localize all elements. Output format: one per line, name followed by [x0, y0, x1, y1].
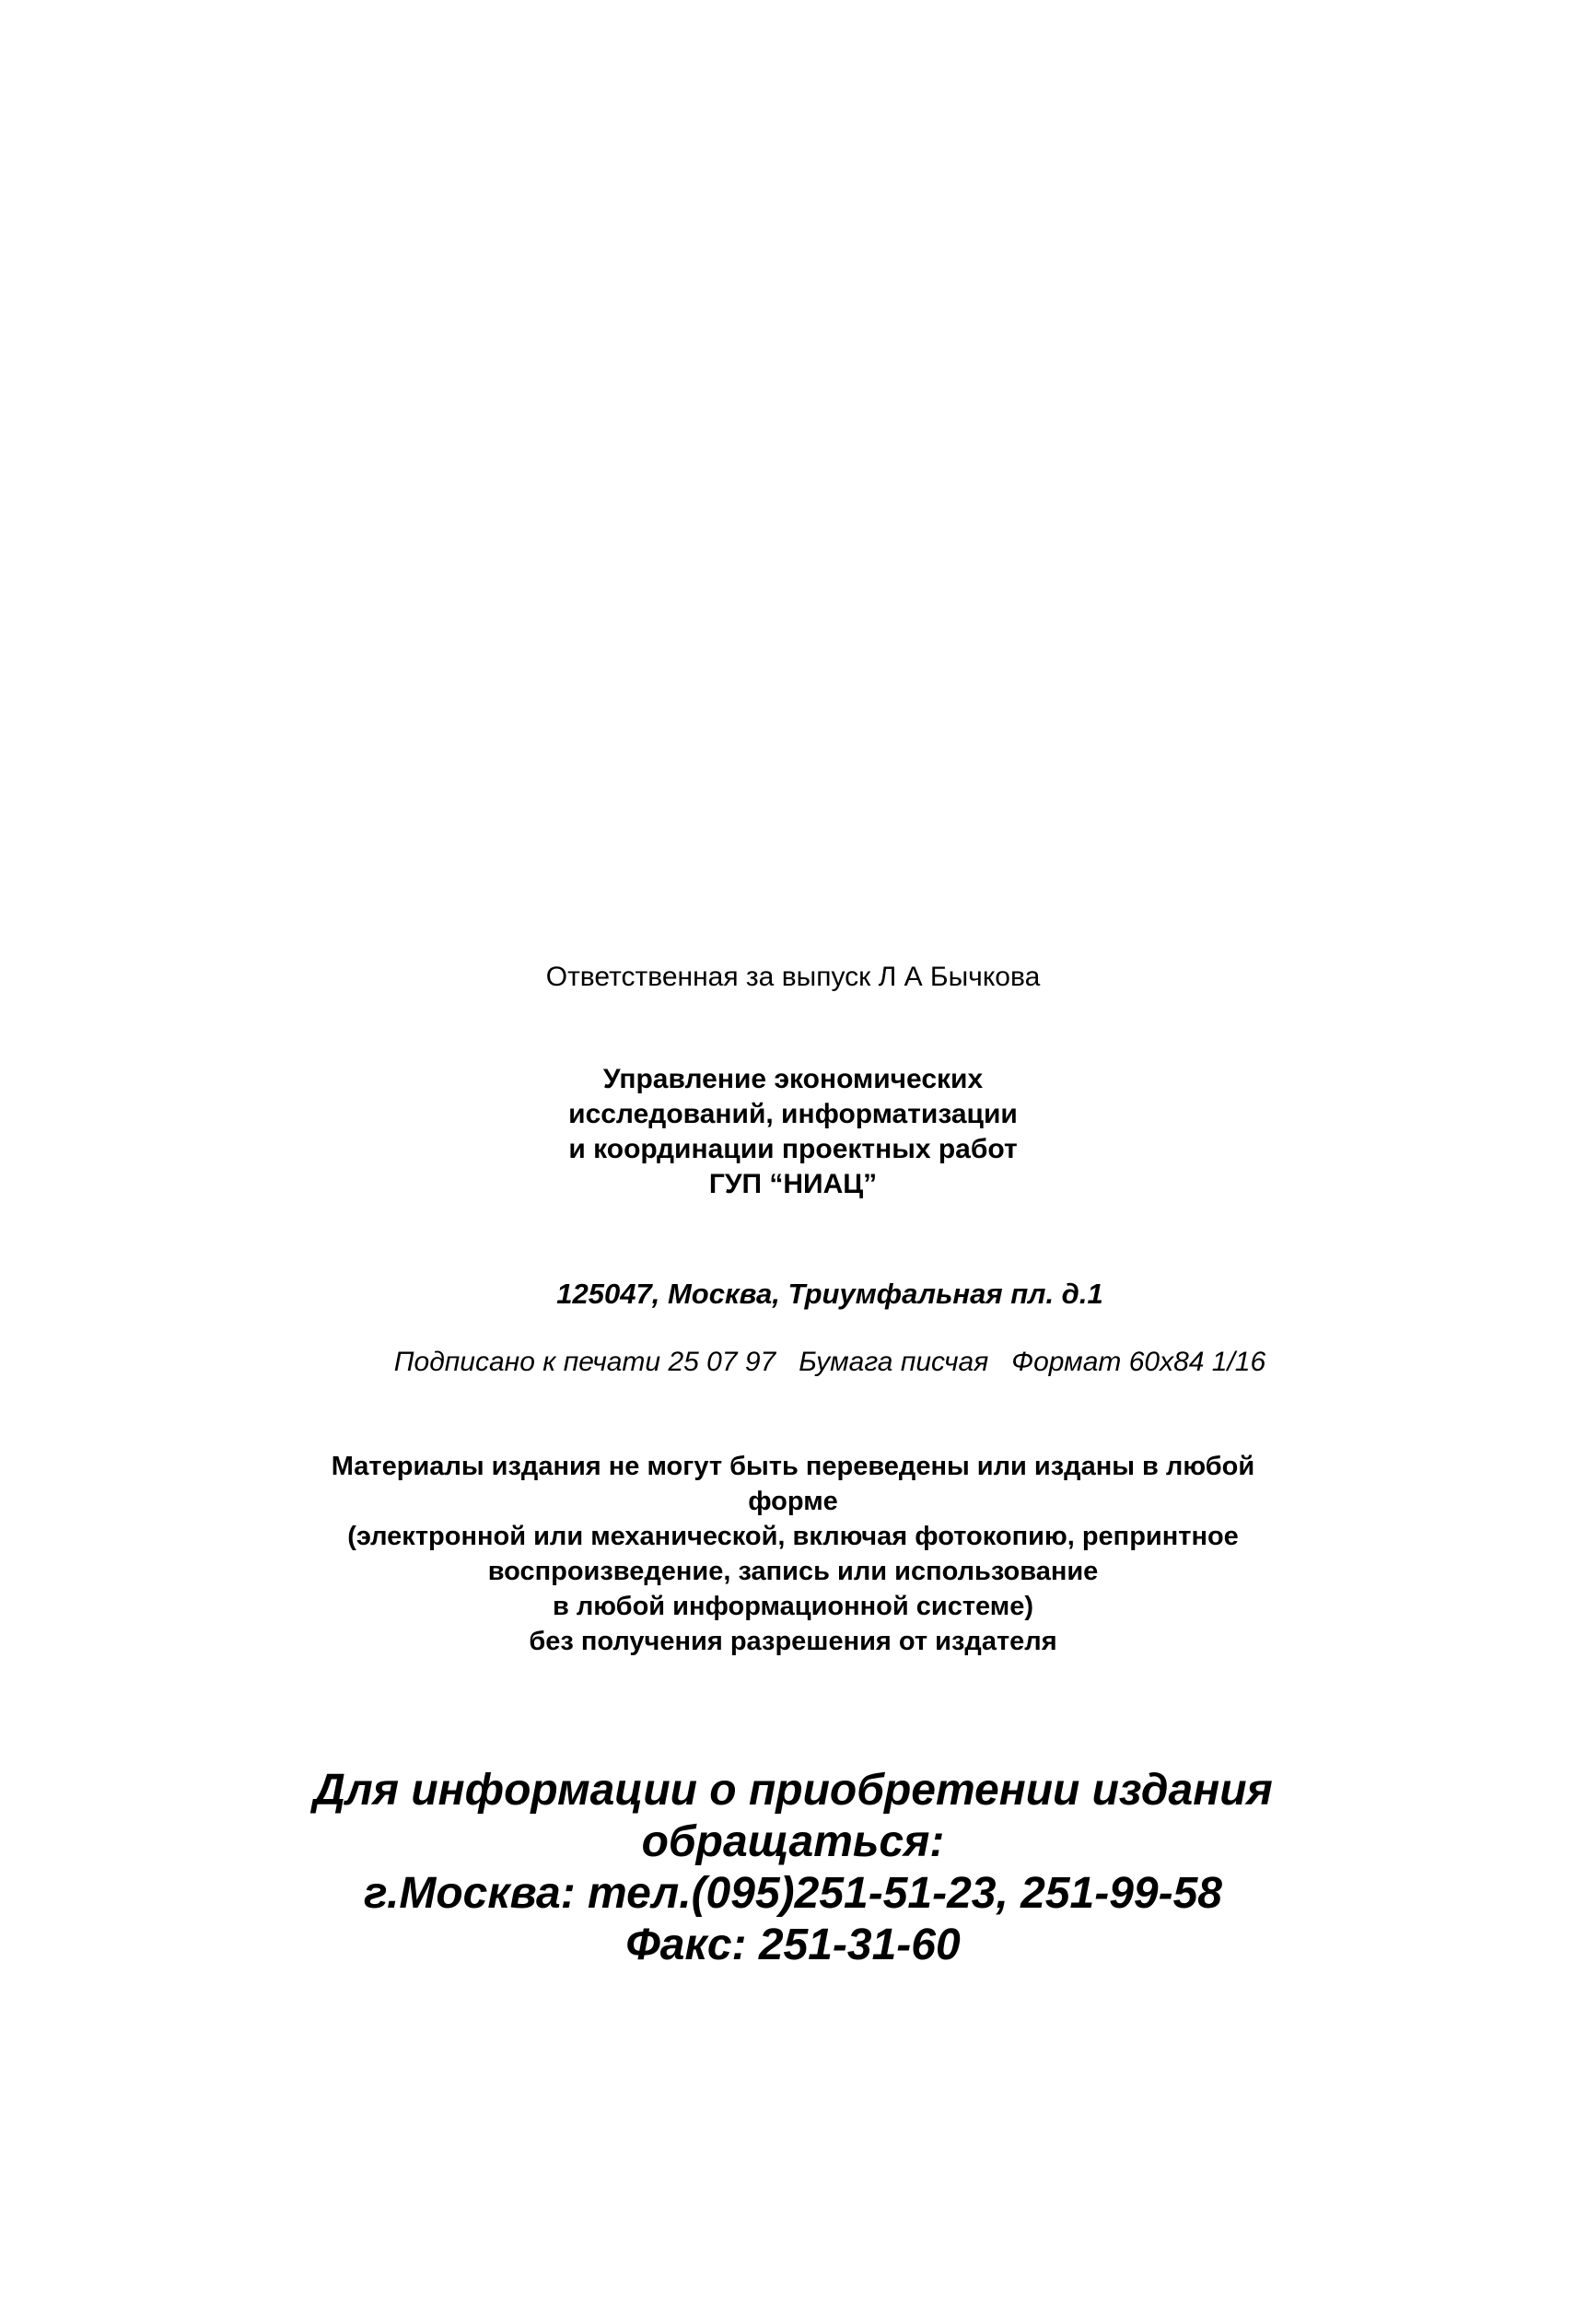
- rights-notice-line: форме: [748, 1487, 838, 1516]
- rights-notice-line: воспроизведение, запись или использование: [487, 1557, 1099, 1586]
- rights-notice-line: в любой информационной системе): [552, 1592, 1034, 1621]
- printing-info-text: Подписано к печати 25 07 97 Бумага писчая Формат 60x84 1/16: [393, 1347, 1266, 1377]
- rights-notice-line: Материалы издания не могут быть переведены или изданы в любой: [331, 1452, 1255, 1481]
- contact-fax: Факс: 251-31-60: [625, 1921, 961, 1969]
- printing-info: [37, 1345, 1586, 1380]
- rights-notice: [0, 1449, 1586, 1659]
- contact-phone: г.Москва: тел.(095)251-51-23, 251-99-58: [364, 1869, 1222, 1918]
- contact-line: Для информации о приобретении издания: [313, 1766, 1273, 1815]
- purchase-contact: [0, 1765, 1586, 1971]
- responsible-editor: [0, 961, 1586, 994]
- address-text: 125047, Москва, Триумфальная пл. д.1: [556, 1278, 1103, 1310]
- rights-notice-line: (электронной или механической, включая фотокопию, репринтное: [347, 1522, 1239, 1551]
- department-block: [0, 1062, 1586, 1202]
- department-line: ГУП “НИАЦ”: [708, 1169, 878, 1199]
- contact-line: обращаться:: [641, 1817, 945, 1866]
- publisher-address: [37, 1277, 1586, 1312]
- responsible-editor-text: Ответственная за выпуск Л А Бычкова: [545, 962, 1041, 992]
- department-line: Управление экономических: [602, 1064, 984, 1094]
- rights-notice-line: без получения разрешения от издателя: [529, 1627, 1057, 1656]
- department-line: исследований, информатизации: [568, 1099, 1018, 1129]
- department-line: и координации проектных работ: [568, 1134, 1018, 1164]
